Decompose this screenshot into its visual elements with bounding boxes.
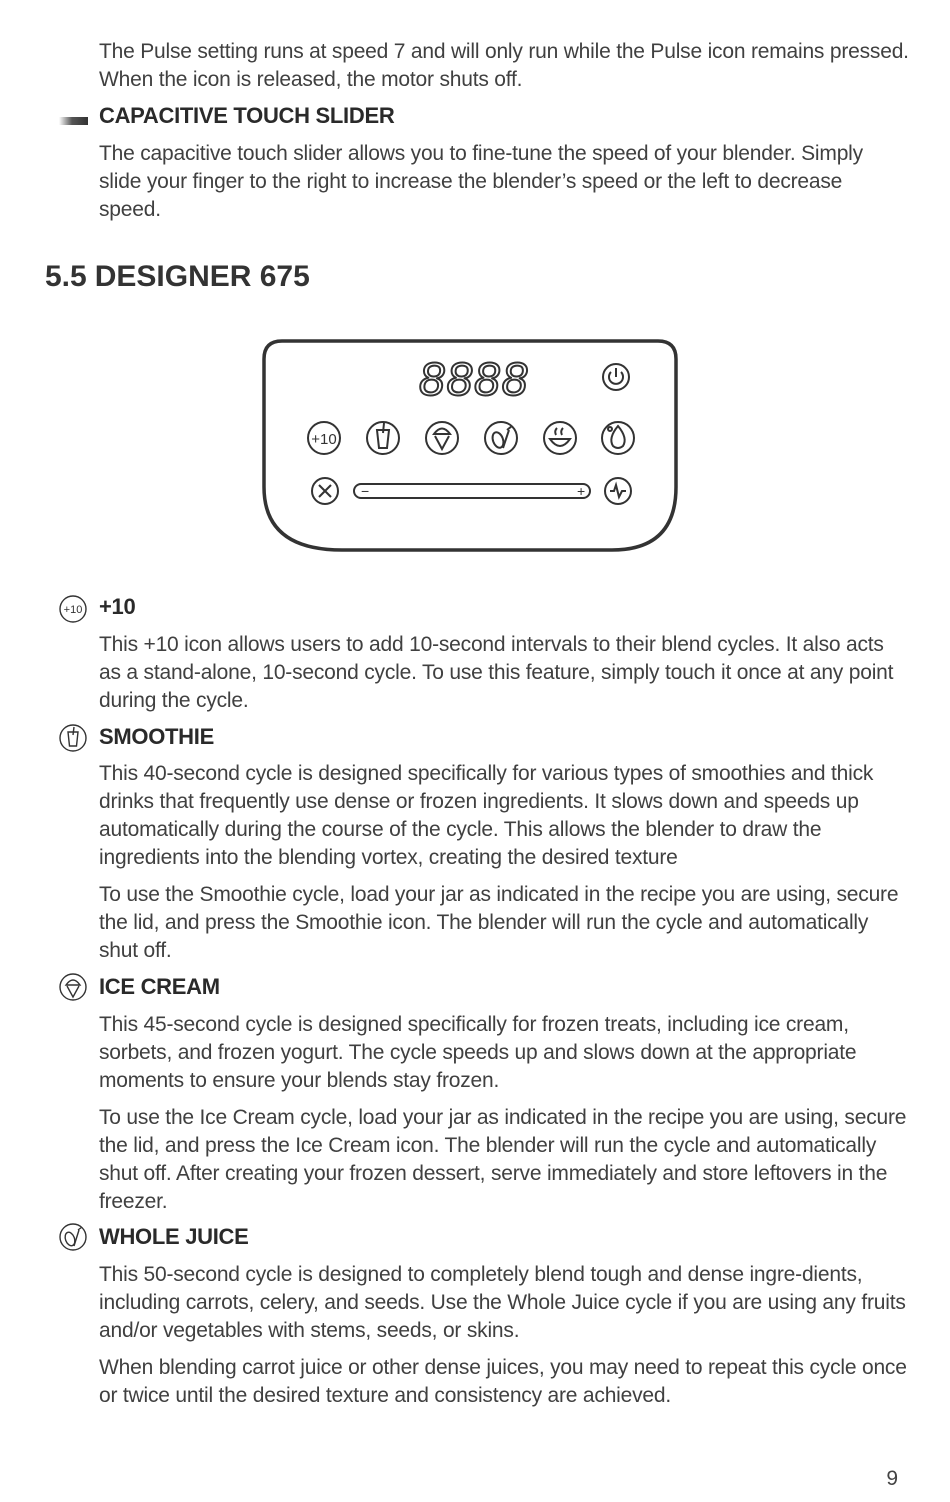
- whole-juice-heading: WHOLE JUICE: [99, 1224, 249, 1249]
- control-panel-illustration: [262, 337, 682, 553]
- stop-icon: [312, 478, 338, 504]
- smoothie-description-2: To use the Smoothie cycle, load your jar as indicated in the recipe you are using, secure the lid, and press the Smoothie icon. The blender will run the cycle and automatically shut off.: [99, 883, 899, 962]
- smoothie-description-1: This 40-second cycle is designed specifically for various types of smoothies and thick drinks that frequently use dense or frozen ingredients. It slows down and speeds up automatically during the course of the cycle. This allows the blender to draw the ingredients into the blending vortex, creating the desired texture: [99, 762, 874, 869]
- plus-ten-heading: +10: [99, 594, 136, 619]
- page-number: 9: [886, 1467, 898, 1490]
- smoothie-icon: [58, 723, 88, 753]
- whole-juice-icon: [58, 1222, 88, 1252]
- hot-soup-icon: [544, 422, 576, 454]
- plus-ten-description: This +10 icon allows users to add 10-second intervals to their blend cycles. It also acts as a stand-alone, 10-second cycle. To use this feature, simply touch it once at any point during the cycle.: [99, 633, 894, 712]
- pulse-icon: [605, 478, 631, 504]
- slider-bar-icon: [59, 112, 88, 120]
- svg-text:+10: +10: [63, 604, 83, 616]
- section-title: [45, 258, 310, 296]
- whole-juice-icon: [485, 422, 517, 454]
- ice-cream-icon: [426, 422, 458, 454]
- slider-heading: CAPACITIVE TOUCH SLIDER: [99, 103, 395, 128]
- pulse-description: The Pulse setting runs at speed 7 and will only run while the Pulse icon remains pressed. When the icon is released, the motor shuts off.: [99, 40, 909, 91]
- smoothie-icon: [367, 422, 399, 454]
- smoothie-heading: SMOOTHIE: [99, 724, 214, 749]
- svg-text:+10: +10: [311, 431, 337, 448]
- display-digits: 8888: [419, 353, 530, 405]
- digital-display: [419, 353, 529, 405]
- plus-ten-icon: [58, 594, 88, 624]
- plus-ten-icon: [308, 422, 340, 454]
- self-clean-icon: [602, 422, 634, 454]
- slider-description: The capacitive touch slider allows you to fine-tune the speed of your blender. Simply slide your finger to the right to increase the blender’s speed or the left to decrease speed.: [99, 142, 863, 221]
- ice-cream-description-1: This 45-second cycle is designed specifically for frozen treats, including ice cream, sorbets, and frozen yogurt. The cycle speeds up and slows down at the appropriate moments to ensure your blends stay frozen.: [99, 1013, 857, 1092]
- whole-juice-description-2: When blending carrot juice or other dense juices, you may need to repeat this cycle once or twice until the desired texture and consistency are achieved.: [99, 1356, 907, 1407]
- ice-cream-heading: ICE CREAM: [99, 974, 220, 999]
- slider-plus-sign: +: [577, 483, 586, 499]
- ice-cream-icon: [58, 972, 88, 1002]
- ice-cream-description-2: To use the Ice Cream cycle, load your jar as indicated in the recipe you are using, secure the lid, and press the Ice Cream icon. The blender will run the cycle and automatically shut off. After creating your frozen dessert, serve immediately and store leftovers in the freezer.: [99, 1106, 907, 1213]
- section-number: 5.5: [45, 260, 87, 293]
- speed-slider-track: [354, 483, 590, 499]
- power-icon: [603, 364, 629, 390]
- slider-minus-sign: −: [361, 483, 370, 499]
- whole-juice-description-1: This 50-second cycle is designed to completely blend tough and dense ingre-dients, including carrots, celery, and seeds. Use the Whole Juice cycle if you are using any fruits and/or vegetables with stems, seeds, or skins.: [99, 1263, 906, 1342]
- section-name: DESIGNER 675: [94, 260, 310, 293]
